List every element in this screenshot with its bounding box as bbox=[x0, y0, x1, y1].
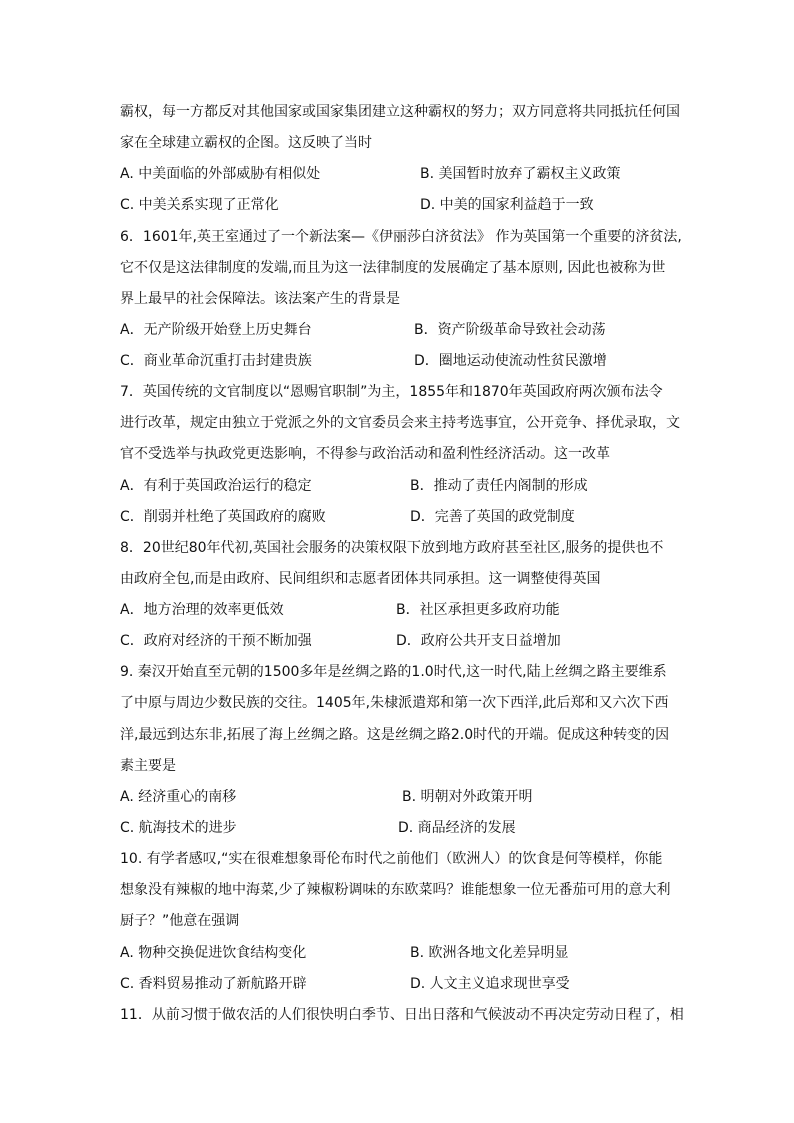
q8-option-b: B．社区承担更多政府功能 bbox=[396, 602, 560, 618]
q6-option-c: C．商业革命沉重打击封建贵族 bbox=[120, 353, 312, 369]
q9-option-b: B. 明朝对外政策开明 bbox=[402, 789, 533, 805]
question-7-line-3: 官不受选举与执政党更迭影响，不得参与政治活动和盈利性经济活动。这一改革 bbox=[120, 446, 610, 462]
question-6-line-3: 界上最早的社会保障法。该法案产生的背景是 bbox=[120, 291, 400, 307]
q6-option-d: D．圈地运动使流动性贫民激增 bbox=[414, 353, 607, 369]
q10-option-b: B. 欧洲各地文化差异明显 bbox=[410, 945, 569, 961]
q9-option-a: A. 经济重心的南移 bbox=[120, 789, 237, 805]
question-9-line-2: 了中原与周边少数民族的交往。1405年,朱棣派遣郑和第一次下西洋,此后郑和又六次下西 bbox=[120, 695, 669, 711]
q7-option-d: D．完善了英国的政党制度 bbox=[410, 509, 575, 525]
q8-option-d: D．政府公共开支日益增加 bbox=[396, 633, 561, 649]
question-10-line-2: 想象没有辣椒的地中海菜,少了辣椒粉调味的东欧菜吗？谁能想象一位无番茄可用的意大利 bbox=[120, 882, 671, 898]
q8-option-a: A．地方治理的效率更低效 bbox=[120, 602, 284, 618]
q10-option-c: C. 香料贸易推动了新航路开辟 bbox=[120, 976, 307, 992]
q9-option-c: C. 航海技术的进步 bbox=[120, 820, 237, 836]
q7-option-c: C．削弱并杜绝了英国政府的腐败 bbox=[120, 509, 326, 525]
q10-option-d: D. 人文主义追求现世享受 bbox=[410, 976, 570, 992]
question-8-line-1: 8．20世纪80年代初,英国社会服务的决策权限下放到地方政府甚至社区,服务的提供也不 bbox=[120, 540, 664, 556]
question-9-line-1: 9. 秦汉开始直至元朝的1500多年是丝绸之路的1.0时代,这一时代,陆上丝绸之路主要维系 bbox=[120, 664, 667, 680]
q9-option-d: D. 商品经济的发展 bbox=[398, 820, 516, 836]
question-6-line-1: 6．1601年,英王室通过了一个新法案—《伊丽莎白济贫法》 作为英国第一个重要的济贫法, bbox=[120, 229, 682, 245]
q10-option-a: A. 物种交换促进饮食结构变化 bbox=[120, 945, 307, 961]
question-10-line-3: 厨子？”他意在强调 bbox=[120, 913, 240, 929]
question-10-line-1: 10. 有学者感叹,“实在很难想象哥伦布时代之前他们（欧洲人）的饮食是何等模样，你能 bbox=[120, 851, 663, 867]
question-7-line-2: 进行改革，规定由独立于党派之外的文官委员会来主持考选事宜，公开竞争、择优录取，文 bbox=[120, 415, 680, 431]
question-7-line-1: 7．英国传统的文官制度以“恩赐官职制”为主，1855年和1870年英国政府两次颁布法令 bbox=[120, 384, 663, 400]
question-9-line-4: 素主要是 bbox=[120, 758, 176, 774]
option-b: B. 美国暂时放弃了霸权主义政策 bbox=[420, 166, 621, 182]
option-c: C. 中美关系实现了正常化 bbox=[120, 197, 279, 213]
q8-option-c: C．政府对经济的干预不断加强 bbox=[120, 633, 312, 649]
question-text-line: 霸权，每一方都反对其他国家或国家集团建立这种霸权的努力；双方同意将共同抵抗任何国 bbox=[120, 104, 680, 120]
option-a: A. 中美面临的外部威胁有相似处 bbox=[120, 166, 321, 182]
question-text-line: 家在全球建立霸权的企图。这反映了当时 bbox=[120, 135, 372, 151]
option-d: D. 中美的国家利益趋于一致 bbox=[420, 197, 594, 213]
question-6-line-2: 它不仅是这法律制度的发端,而且为这一法律制度的发展确定了基本原则, 因此也被称为世 bbox=[120, 260, 666, 276]
question-11-line-1: 11．从前习惯于做农活的人们很快明白季节、日出日落和气候波动不再决定劳动日程了，相 bbox=[120, 1007, 684, 1023]
q7-option-b: B．推动了责任内阁制的形成 bbox=[410, 478, 588, 494]
q6-option-a: A．无产阶级开始登上历史舞台 bbox=[120, 322, 312, 338]
q6-option-b: B．资产阶级革命导致社会动荡 bbox=[414, 322, 606, 338]
question-8-line-2: 由政府全包,而是由政府、民间组织和志愿者团体共同承担。这一调整使得英国 bbox=[120, 571, 601, 587]
question-9-line-3: 洋,最远到达东非,拓展了海上丝绸之路。这是丝绸之路2.0时代的开端。促成这种转变的因 bbox=[120, 727, 670, 743]
q7-option-a: A．有利于英国政治运行的稳定 bbox=[120, 478, 312, 494]
